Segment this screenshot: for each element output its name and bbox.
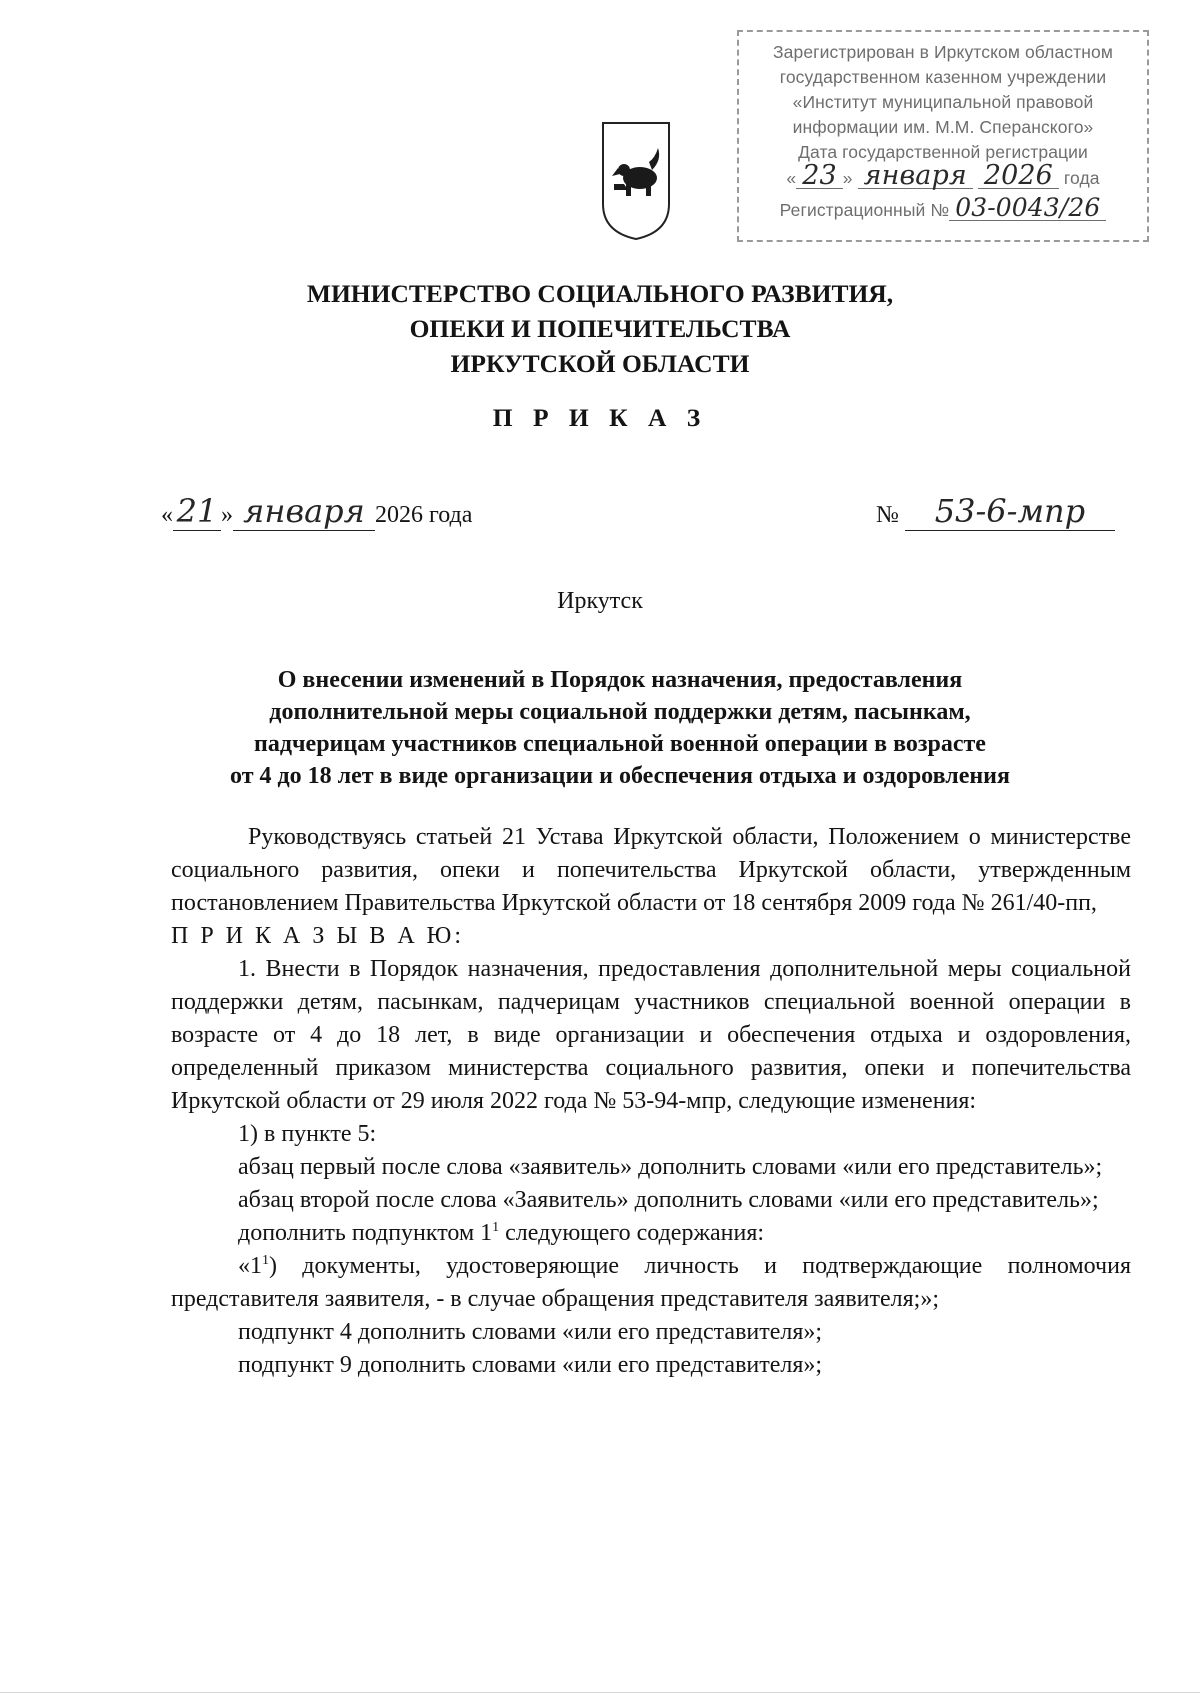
page-bottom-edge [0,1692,1200,1693]
stamp-line: Дата государственной регистрации [798,142,1088,162]
stamp-line: государственном казенном учреждении [779,67,1107,87]
stamp-date-day: 23 [796,163,843,189]
paragraph-b: абзац второй после слова «Заявитель» дополнить словами «или его представитель»; [238,1187,1099,1213]
document-title-line: О внесении изменений в Порядок назначения, предоставления [277,667,963,693]
ministry-header [0,276,1200,381]
order-number [876,492,1115,531]
subitem-1-paragraph: 1) в пункте 5: [238,1121,377,1147]
ministry-line: ОПЕКИ И ПОПЕЧИТЕЛЬСТВА [409,314,791,343]
stamp-line: «Институт муниципальной правовой [792,92,1094,112]
order-date-year: 2026 года [375,502,473,528]
stamp-date-month: января [858,163,973,189]
document-body [171,821,1131,1382]
stamp-line: Зарегистрирован в Иркутском областном [773,42,1113,62]
stamp-line: информации им. М.М. Сперанского» [792,117,1094,137]
preamble-paragraph: Руководствуясь статьей 21 Устава Иркутской области, Положением о министерстве социального развития, опеки и попечительства Иркутской области, утвержденным постановлением Правительства Иркутской области от 18 сентября 2009 года № 261/40-пп, [171,824,1131,916]
stamp-date-suffix: года [1063,168,1100,188]
order-date-month: января [233,492,375,531]
paragraph-d: «$1^1$) документы, удостоверяющие личность и подтверждающие полномочия представителя заявителя, - в случае обращения представителя заявителя;»; [171,1253,1131,1312]
stamp-registration-date: « 23 » января 2026 года [786,160,1100,191]
paragraph-f: подпункт 9 дополнить словами «или его представителя»; [238,1352,823,1378]
stamp-registration-number [749,195,1137,223]
document-title-line: падчерицам участников специальной военной операции в возрасте [254,731,986,757]
stamp-reg-number: 03-0043/26 [949,195,1106,221]
ministry-line: ИРКУТСКОЙ ОБЛАСТИ [450,349,750,378]
item-1-paragraph: 1. Внести в Порядок назначения, предоставления дополнительной меры социальной поддержки детям, пасынкам, падчерицам участников специальной военной операции в возрасте от 4 до 18 лет, в виде организации и обеспечения отдыха и оздоровления, определенный приказом министерства социального развития, опеки и попечительства Иркутской области от 29 июля 2022 года № 53-94-мпр, следующие изменения: [171,956,1131,1114]
paragraph-a: абзац первый после слова «заявитель» дополнить словами «или его представитель»; [238,1154,1103,1180]
order-number-value: 53-6-мпр [905,492,1115,531]
order-title: П Р И К А З [492,403,708,432]
paragraph-c: дополнить подпунктом $1^1$ следующего содержания: [238,1220,765,1246]
paragraph-e: подпункт 4 дополнить словами «или его представителя»; [238,1319,823,1345]
stamp-reg-label: Регистрационный № [779,200,950,220]
order-date-day: 21 [173,492,221,531]
stamp-date-year: 2026 [978,163,1059,189]
ministry-line: МИНИСТЕРСТВО СОЦИАЛЬНОГО РАЗВИТИЯ, [306,279,894,308]
prikazyvayu-heading: П Р И К А З Ы В А Ю: [171,923,464,949]
coat-of-arms-icon [600,120,672,242]
registration-stamp [737,30,1149,242]
document-title-line: от 4 до 18 лет в виде организации и обеспечения отдыха и оздоровления [230,763,1010,789]
order-date: « 21 » января 2026 года [161,492,473,530]
document-title-line: дополнительной меры социальной поддержки детям, пасынкам, [269,699,971,725]
city: Иркутск [557,588,643,614]
document-title [140,664,1100,792]
order-number-label: № [876,502,899,528]
